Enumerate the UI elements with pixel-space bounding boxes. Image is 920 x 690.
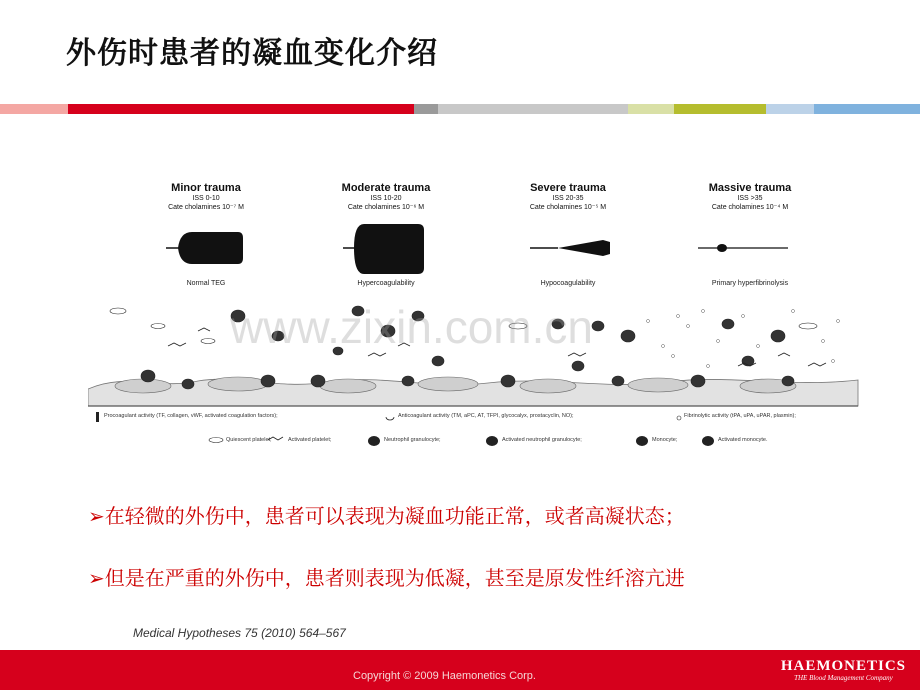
stripe-segment: [674, 104, 766, 114]
stripe-segment: [766, 104, 814, 114]
teg-label-moderate: Hypercoagulability: [357, 280, 415, 287]
teg-normal: [166, 232, 243, 264]
teg-label-minor: Normal TEG: [186, 280, 226, 287]
panel-massive-header: [665, 182, 835, 212]
stripe-segment: [414, 104, 438, 114]
panel-catecholamines: Cate cholamines 10⁻⁷ M: [168, 204, 244, 211]
panel-catecholamines: Cate cholamines 10⁻⁴ M: [711, 204, 789, 211]
panel-title: Moderate trauma: [341, 182, 431, 194]
watermark: www.zixin.com.cn: [230, 301, 593, 353]
stripe-segment: [0, 104, 68, 114]
stripe-segment: [628, 104, 674, 114]
panel-minor-header: [121, 182, 291, 212]
panel-title: Minor trauma: [171, 182, 241, 194]
legend-activated-monocyte: Activated monocyte.: [718, 437, 768, 443]
brand-tagline: THE Blood Management Company: [794, 674, 893, 682]
teg-label-massive: Primary hyperfibrinolysis: [711, 280, 789, 287]
slide-title: 外伤时患者的凝血变化介绍: [66, 36, 438, 71]
legend-activated-neutrophil: Activated neutrophil granulocyte;: [502, 437, 582, 443]
teg-label-severe: Hypocoagulability: [540, 280, 596, 287]
panel-title: Severe trauma: [530, 182, 606, 194]
panel-catecholamines: Cate cholamines 10⁻⁶ M: [347, 204, 425, 211]
panel-title: Massive trauma: [708, 182, 792, 194]
color-stripe: [0, 104, 920, 114]
panel-iss: ISS 10-20: [370, 195, 402, 202]
stripe-segment: [814, 104, 920, 114]
brand-logo: [781, 658, 906, 682]
legend-quiescent-platelet: Quiescent platelet;: [226, 437, 272, 443]
legend-monocyte: Monocyte;: [652, 437, 678, 443]
endothelium-layer: [88, 377, 858, 406]
panel-severe-header: [483, 182, 653, 212]
stripe-segment: [68, 104, 414, 114]
stripe-segment: [438, 104, 628, 114]
legend-procoagulant: Procoagulant activity (TF, collagen, vWF, activated coagulation factors);: [104, 413, 278, 419]
panel-iss: ISS 0-10: [192, 195, 220, 202]
panel-iss: ISS 20-35: [552, 195, 584, 202]
teg-hyperfibrinolysis: [698, 244, 788, 252]
legend-anticoagulant: Anticoagulant activity (TM, aPC, AT, TFPI, glycocalyx, prostacyclin, NO);: [398, 413, 574, 419]
legend-fibrinolytic: Fibrinolytic activity (tPA, uPA, uPAR, plasmin);: [684, 413, 796, 419]
copyright-text: Copyright © 2009 Haemonetics Corp.: [353, 670, 536, 682]
panel-iss: ISS >35: [737, 195, 763, 202]
legend-neutrophil: Neutrophil granulocyte;: [384, 437, 441, 443]
legend-activated-platelet: Activated platelet;: [288, 437, 332, 443]
teg-hypocoagulable: [530, 240, 610, 256]
citation: Medical Hypotheses 75 (2010) 564–567: [133, 626, 346, 640]
bullet-point: ➢在轻微的外伤中，患者可以表现为凝血功能正常，或者高凝状态；: [88, 504, 685, 528]
panel-moderate-header: [301, 182, 471, 212]
panel-catecholamines: Cate cholamines 10⁻⁵ M: [529, 204, 607, 211]
brand-name: HAEMONETICS: [780, 658, 906, 674]
teg-hypercoagulable: [343, 224, 424, 274]
bullet-point: ➢但是在严重的外伤中，患者则表现为低凝，甚至是原发性纤溶亢进: [88, 566, 685, 590]
